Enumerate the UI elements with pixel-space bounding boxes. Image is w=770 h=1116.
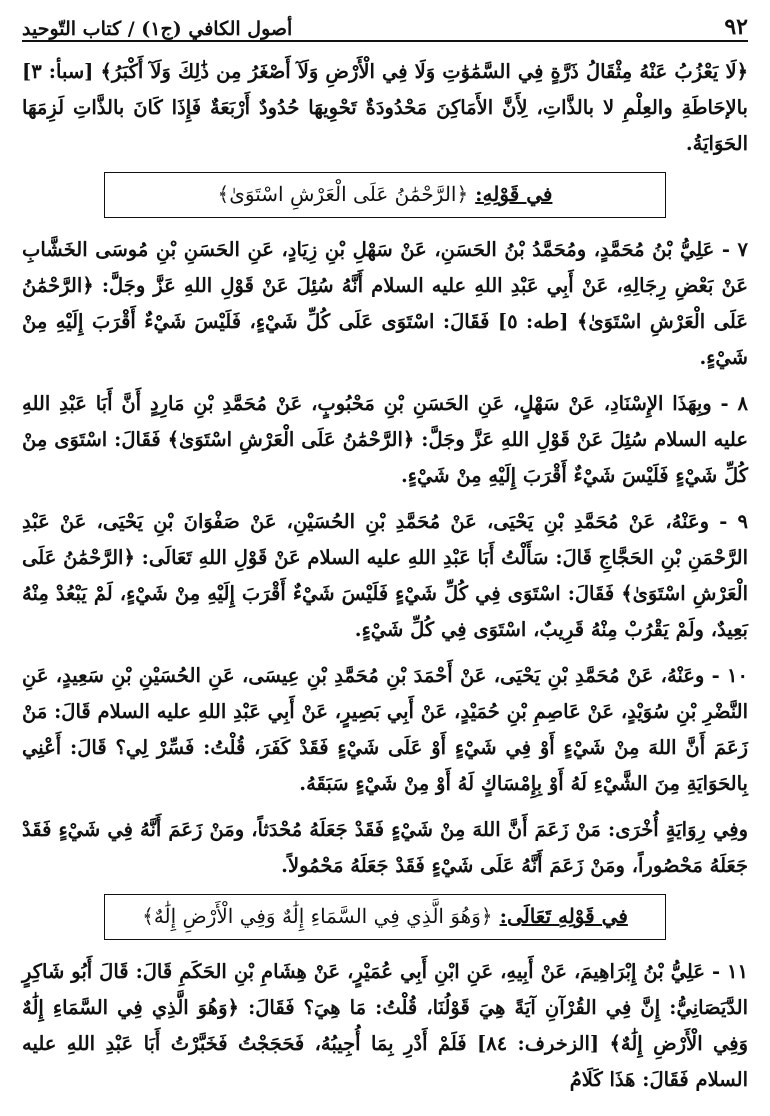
hadith-10: ١٠ - وعَنْهُ، عَنْ مُحَمَّدِ بْنِ يَحْيَى، عَنْ أَحْمَدَ بْنِ مُحَمَّدِ بْنِ عِيسَى، عَنِ الحُسَيْنِ بْنِ سَعِيدٍ، عَنِ النَّضْرِ بْنِ سُوَيْدٍ، عَنْ عَاصِمِ بْنِ حُمَيْدٍ، عَنْ أَبِي بَصِيرٍ، عَنْ أَبِي عَبْدِ اللهِ عليه السلام قَالَ: مَنْ زَعَمَ أَنَّ اللهَ مِنْ شَيْءٍ أَوْ فِي شَيْءٍ أَوْ عَلَى شَيْءٍ فَقَدْ كَفَرَ، قُلْتُ: فَسِّرْ لِي؟ قَالَ: أَعْنِي بِالحَوَايَةِ مِنَ الشَّيْءِ لَهُ أَوْ بِإِمْسَاكٍ لَهُ أَوْ مِنْ شَيْءٍ سَبَقَهُ. [22,664,748,795]
page-number: ٩٢ [724,14,748,40]
paragraph-intro: ﴿لَا يَعْزُبُ عَنْهُ مِثْقَالُ ذَرَّةٍ فِي السَّمَٰوَٰتِ وَلَا فِي الْأَرْضِ وَلَآ أَصْغَرُ مِن ذَٰلِكَ وَلَآ أَكْبَرُ﴾ [سبأ: ٣] بالإحَاطَةِ والعِلْمِ لا بالذَّاتِ، لِأَنَّ الأَمَاكِنَ مَحْدُودَةٌ تَحْوِيهَا حُدُودٌ أَرْبَعَةٌ فَإِذَا كَانَ بالذَّاتِ لَزِمَهَا الحَوَايَةُ. [22,60,748,155]
section-heading-label: في قَوْلِهِ: [475,182,553,206]
section-heading-verse: ﴿وَهُوَ الَّذِي فِي السَّمَاءِ إِلَٰهٌ وَفِي الْأَرْضِ إِلَٰهٌ﴾ [142,904,493,928]
section-heading-istawa [104,172,666,218]
hadith-7: ٧ - عَلِيُّ بْنُ مُحَمَّدٍ، ومُحَمَّدُ بْنُ الحَسَنِ، عَنْ سَهْلِ بْنِ زِيَادٍ، عَنِ الحَسَنِ بْنِ مُوسَى الخَشَّابِ عَنْ بَعْضِ رِجَالِهِ، عَنْ أَبِي عَبْدِ اللهِ عليه السلام أَنَّهُ سُئِلَ عَنْ قَوْلِ اللهِ عَزَّ وجَلَّ: ﴿الرَّحْمَٰنُ عَلَى الْعَرْشِ اسْتَوَىٰ﴾ [طه: ٥] فَقَالَ: اسْتَوَى عَلَى كُلِّ شَيْءٍ، فَلَيْسَ شَيْءٌ أَقْرَبَ إِلَيْهِ مِنْ شَيْءٍ. [22,238,748,369]
other-narration: وفِي رِوَايَةٍ أُخْرَى: مَنْ زَعَمَ أَنَّ اللهَ مِنْ شَيْءٍ فَقَدْ جَعَلَهُ مُحْدَثاً، ومَنْ زَعَمَ أَنَّهُ فِي شَيْءٍ فَقَدْ جَعَلَهُ مَحْصُوراً، ومَنْ زَعَمَ أَنَّهُ عَلَى شَيْءٍ فَقَدْ جَعَلَهُ مَحْمُولاً. [22,818,748,877]
hadith-11: ١١ - عَلِيُّ بْنُ إِبْرَاهِيمَ، عَنْ أَبِيهِ، عَنِ ابْنِ أَبِي عُمَيْرٍ، عَنْ هِشَامِ بْنِ الحَكَمِ قَالَ: قَالَ أَبُو شَاكِرٍ الدَّيَصَانِيُّ: إِنَّ فِي القُرْآنِ آيَةً هِيَ قَوْلُنَا، قُلْتُ: مَا هِيَ؟ فَقَالَ: ﴿وَهُوَ الَّذِي فِي السَّمَاءِ إِلَٰهٌ وَفِي الْأَرْضِ إِلَٰهٌ﴾ [الزخرف: ٨٤] فَلَمْ أَدْرِ بِمَا أُجِيبُهُ، فَحَجَجْتُ فَخَبَّرْتُ أَبَا عَبْدِ اللهِ عليه السلام فَقَالَ: هَذَا كَلَامُ [22,960,748,1091]
page-header [22,10,748,42]
section-heading-verse: ﴿الرَّحْمَٰنُ عَلَى الْعَرْشِ اسْتَوَىٰ﴾ [217,182,469,206]
hadith-8: ٨ - وبِهَذَا الإِسْنَادِ، عَنْ سَهْلٍ، عَنِ الحَسَنِ بْنِ مَحْبُوبٍ، عَنْ مُحَمَّدِ بْنِ مَارِدٍ أَنَّ أَبَا عَبْدِ اللهِ عليه السلام سُئِلَ عَنْ قَوْلِ اللهِ عَزَّ وجَلَّ: ﴿الرَّحْمَٰنُ عَلَى الْعَرْشِ اسْتَوَىٰ﴾ فَقَالَ: اسْتَوَى مِنْ كُلِّ شَيْءٍ فَلَيْسَ شَيْءٌ أَقْرَبَ إِلَيْهِ مِنْ شَيْءٍ. [22,392,748,487]
running-title: أصول الكافي (ج١) / كتاب التّوحيد [22,18,293,40]
section-heading-label: في قَوْلِهِ تَعَالَى: [499,904,628,928]
hadith-9: ٩ - وعَنْهُ، عَنْ مُحَمَّدِ بْنِ يَحْيَى، عَنْ مُحَمَّدِ بْنِ الحُسَيْنِ، عَنْ صَفْوَانَ بْنِ يَحْيَى، عَنْ عَبْدِ الرَّحْمَنِ بْنِ الحَجَّاجِ قَالَ: سَأَلْتُ أَبَا عَبْدِ اللهِ عليه السلام عَنْ قَوْلِ اللهِ تَعَالَى: ﴿الرَّحْمَٰنُ عَلَى الْعَرْشِ اسْتَوَىٰ﴾ فَقَالَ: اسْتَوَى فِي كُلِّ شَيْءٍ فَلَيْسَ شَيْءٌ أَقْرَبَ إِلَيْهِ مِنْ شَيْءٍ، لَمْ يَبْعُدْ مِنْهُ بَعِيدٌ، ولَمْ يَقْرُبْ مِنْهُ قَرِيبٌ، اسْتَوَى فِي كُلِّ شَيْءٍ. [22,510,748,641]
section-heading-ilah [104,894,666,940]
